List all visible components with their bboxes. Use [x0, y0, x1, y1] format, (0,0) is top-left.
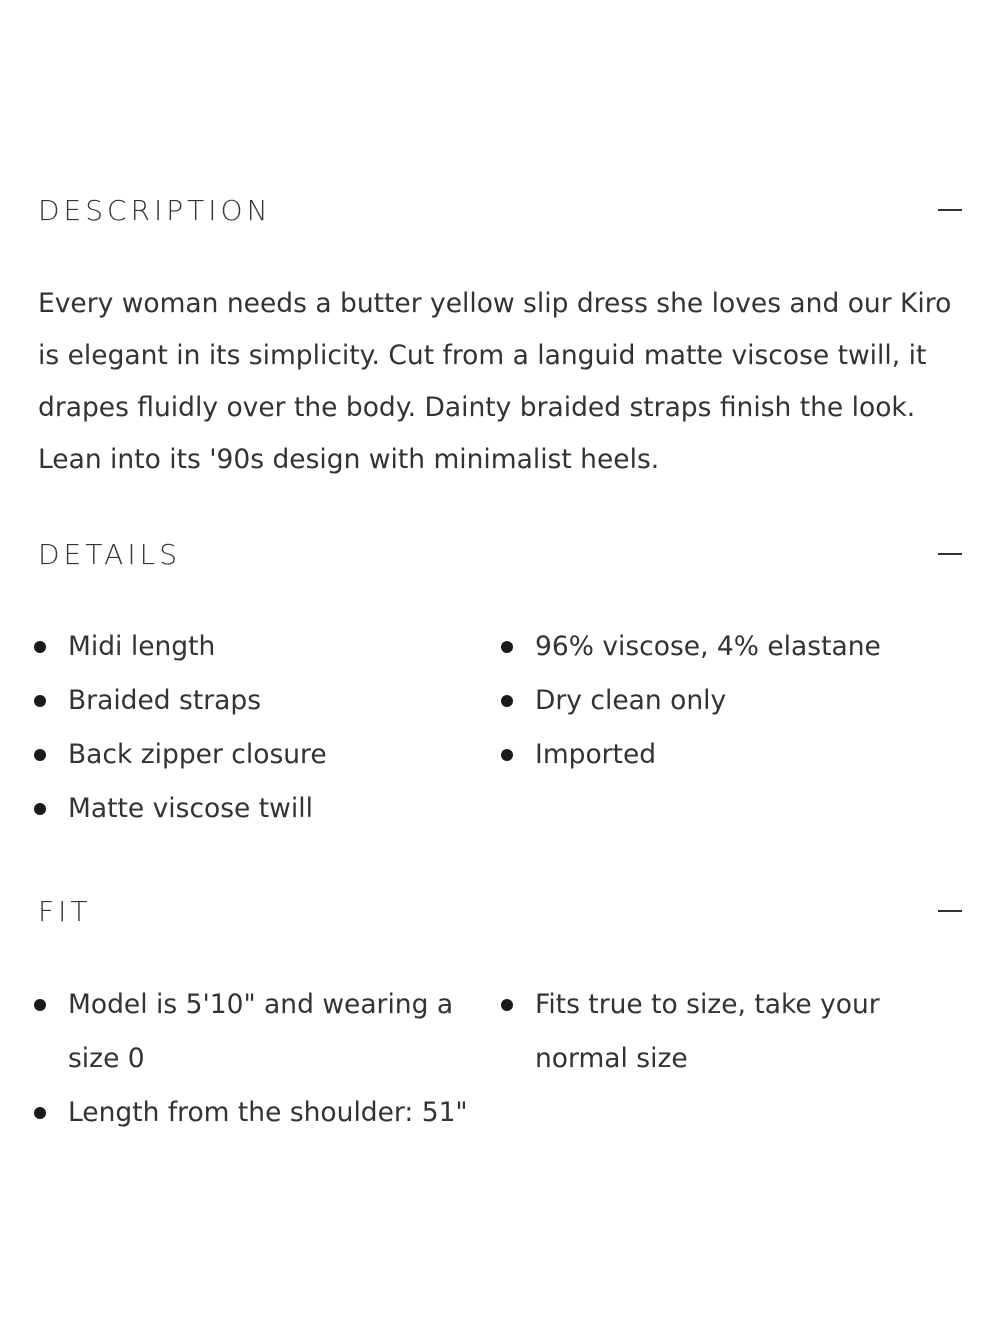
bullet-icon — [34, 695, 46, 707]
minus-icon[interactable] — [938, 553, 962, 555]
list-item: Length from the shoulder: 51" — [34, 1086, 479, 1140]
bullet-icon — [501, 641, 513, 653]
bullet-icon — [501, 695, 513, 707]
minus-icon[interactable] — [938, 209, 962, 211]
description-title: DESCRIPTION — [38, 193, 272, 227]
list-item: Midi length — [34, 620, 474, 674]
list-item: Braided straps — [34, 674, 474, 728]
details-header[interactable] — [38, 534, 962, 574]
list-item: Back zipper closure — [34, 728, 474, 782]
bullet-icon — [34, 999, 46, 1011]
details-list-right — [501, 620, 961, 782]
bullet-icon — [34, 749, 46, 761]
fit-header[interactable] — [38, 891, 962, 931]
minus-icon[interactable] — [938, 910, 962, 912]
fit-list-right — [501, 978, 901, 1086]
description-header[interactable] — [38, 190, 962, 230]
bullet-icon — [501, 749, 513, 761]
list-item: 96% viscose, 4% elastane — [501, 620, 961, 674]
list-item: Fits true to size, take your normal size — [501, 978, 901, 1086]
fit-title: FIT — [38, 894, 92, 928]
list-item: Matte viscose twill — [34, 782, 474, 836]
list-item: Dry clean only — [501, 674, 961, 728]
list-item: Imported — [501, 728, 961, 782]
description-text: Every woman needs a butter yellow slip dress she loves and our Kiro is elegant in its simplicity. Cut from a languid matte viscose twill, it drapes fluidly over the body. Dainty braided straps finish the look. Lean into its '90s design with minimalist heels. — [38, 288, 952, 475]
bullet-icon — [34, 1107, 46, 1119]
details-list-left — [34, 620, 474, 836]
list-item: Model is 5'10" and wearing a size 0 — [34, 978, 479, 1086]
details-title: DETAILS — [38, 537, 181, 571]
bullet-icon — [34, 803, 46, 815]
fit-list-left — [34, 978, 479, 1140]
bullet-icon — [501, 999, 513, 1011]
bullet-icon — [34, 641, 46, 653]
